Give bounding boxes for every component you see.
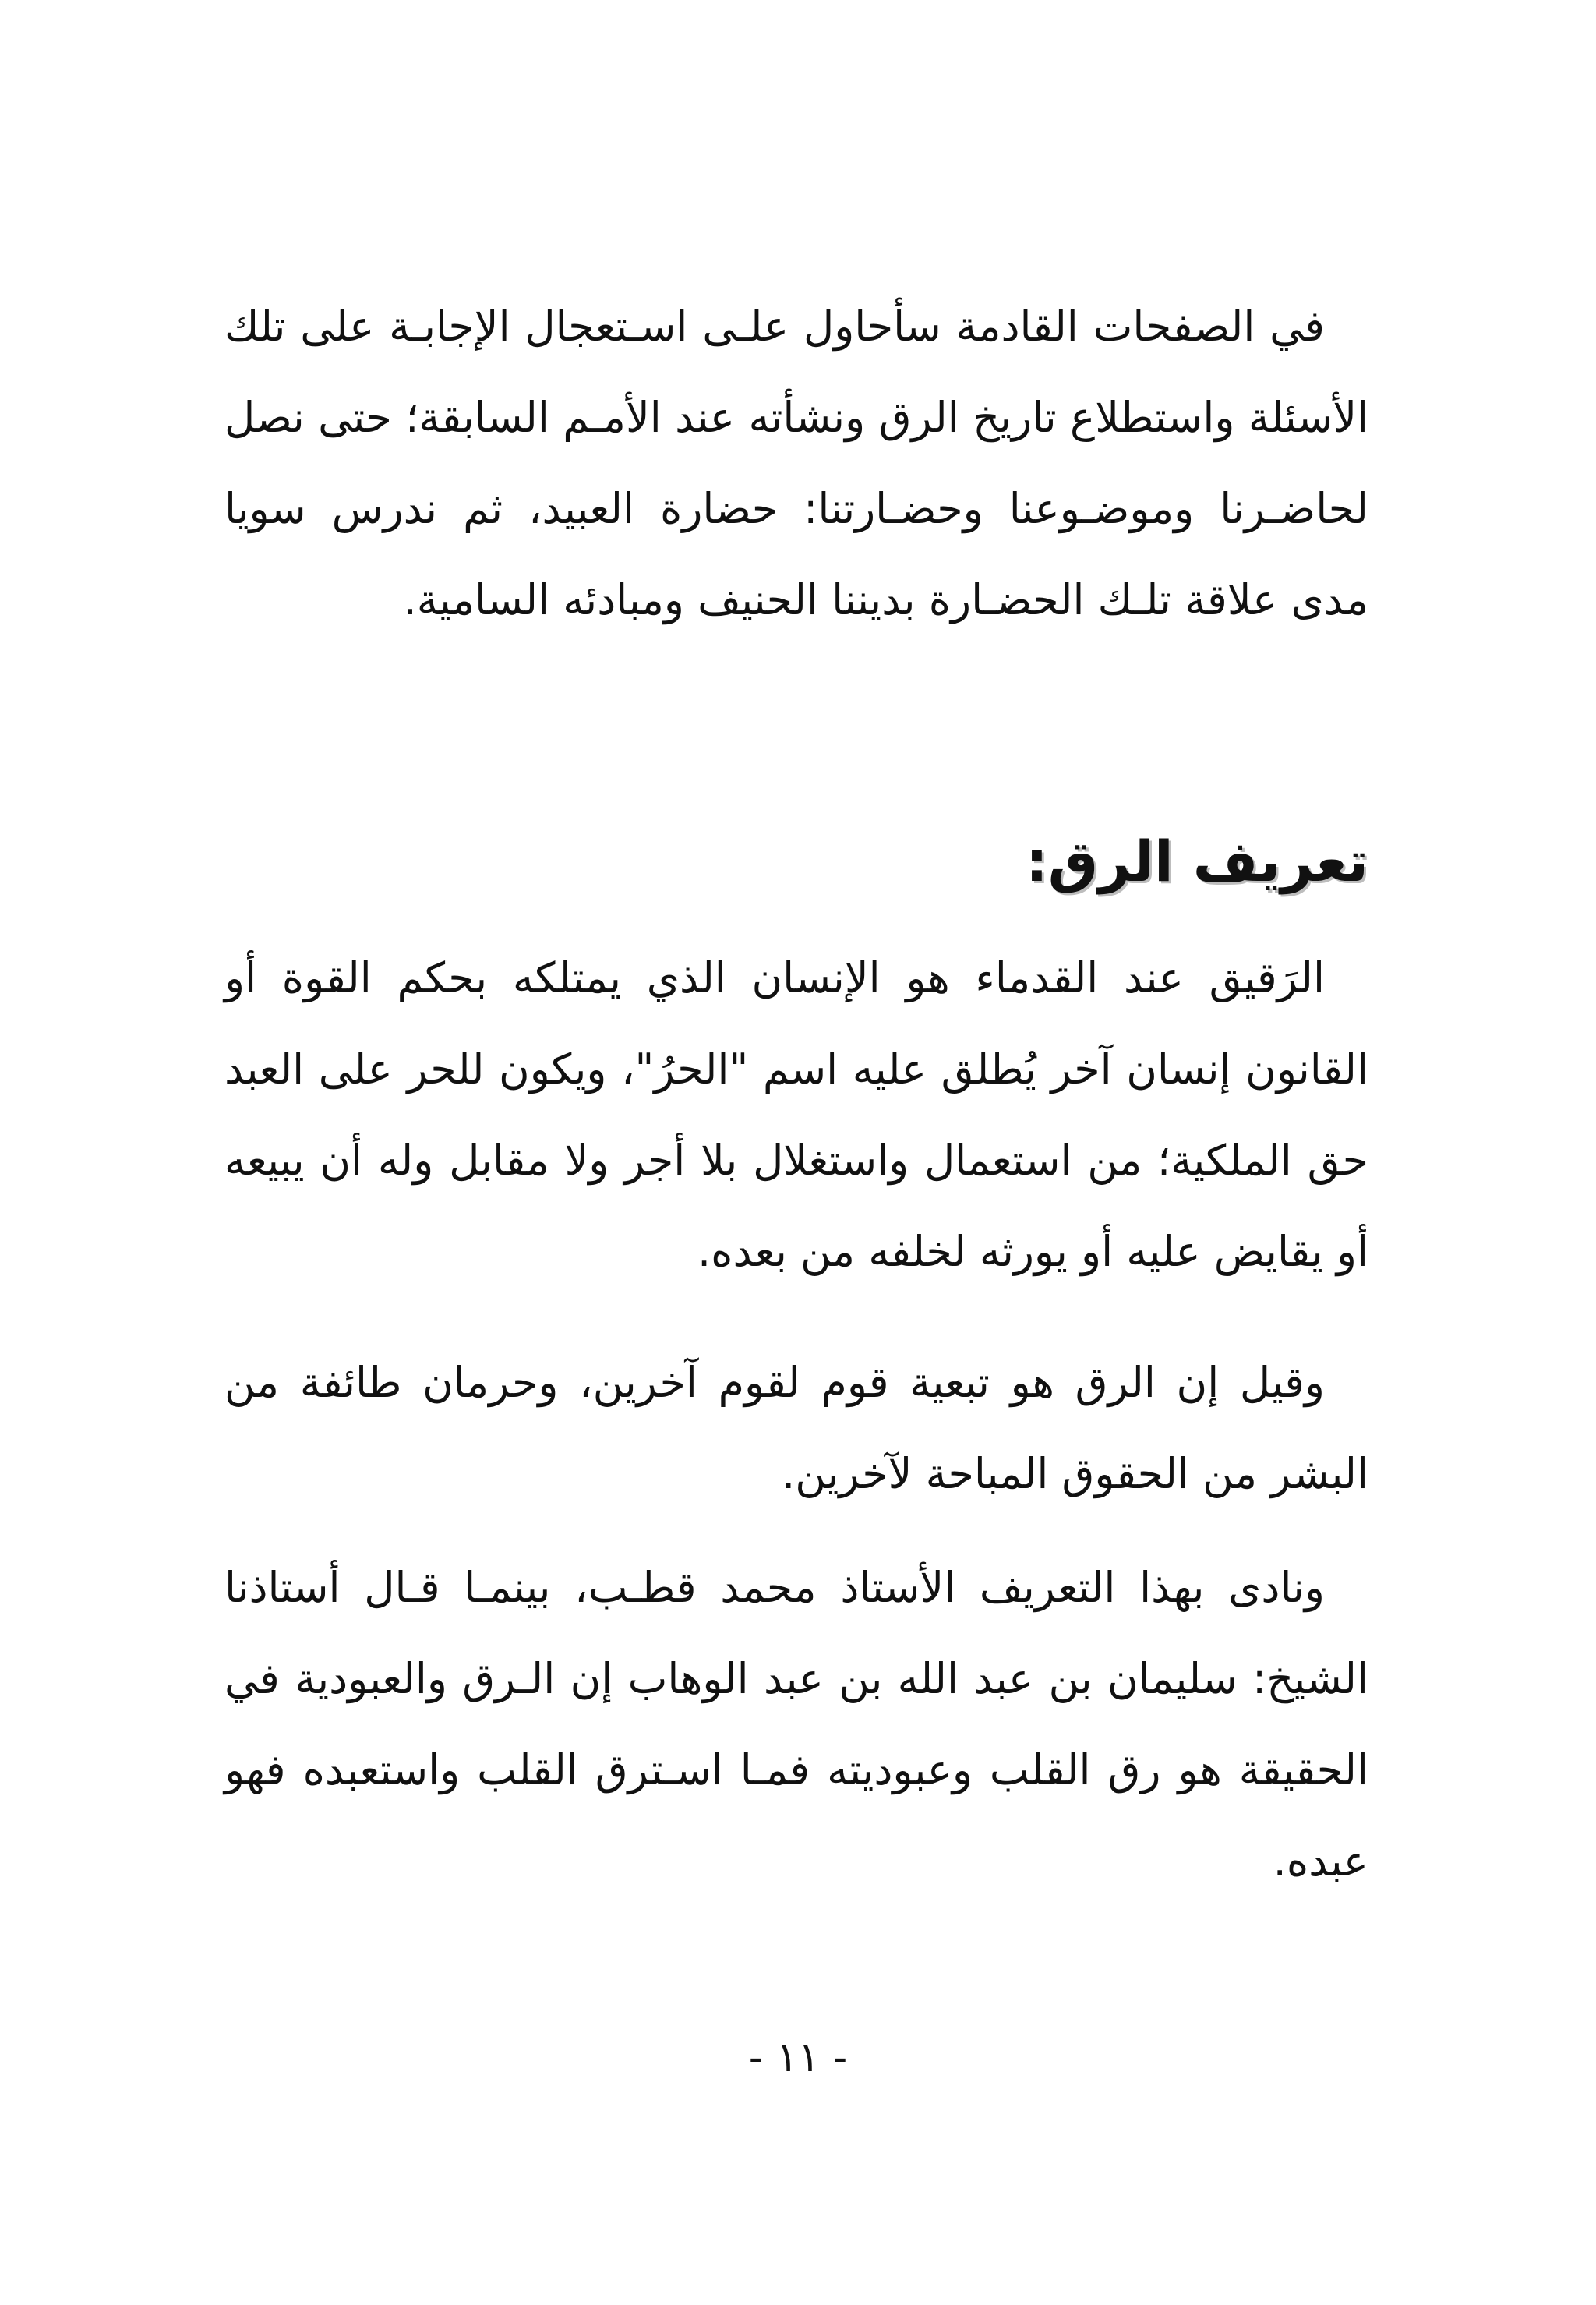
- definition-paragraph-3: ونادى بهذا التعريف الأستاذ محمد قطـب، بينمـا قـال أستاذنا الشيخ: سليمان بن عبد الله بن عبد الوهاب إن الـرق والعبودية في الحقيقة هو رق القلب وعبوديته فمـا اسـترق القلب واستعبده فهو عبده.: [224, 1563, 1368, 1886]
- definition-paragraph-2: وقيل إن الرق هو تبعية قوم لقوم آخرين، وحرمان طائفة من البشر من الحقوق المباحة لآخرين.: [224, 1358, 1368, 1498]
- definition-paragraph-1: الرَقيق عند القدماء هو الإنسان الذي يمتلكه بحكم القوة أو القانون إنسان آخر يُطلق عليه اسم "الحرُ"، ويكون للحر على العبد حق الملكية؛ من استعمال واستغلال بلا أجر ولا مقابل وله أن يبيعه أو يقايض عليه أو يورثه لخلفه من بعده.: [224, 953, 1368, 1276]
- page-number: - ١١ -: [748, 2035, 848, 2081]
- section-heading: تعريف الرق:: [1026, 828, 1368, 894]
- intro-paragraph: في الصفحات القادمة سأحاول علـى اسـتعجال الإجابـة على تلك الأسئلة واستطلاع تاريخ الرق ونشأته عند الأمـم السابقة؛ حتى نصل لحاضـرنا وموضـوعنا وحضـارتنا: حضارة العبيد، ثم ندرس سويا مدى علاقة تلـك الحضـارة بديننا الحنيف ومبادئه السامية.: [224, 302, 1368, 624]
